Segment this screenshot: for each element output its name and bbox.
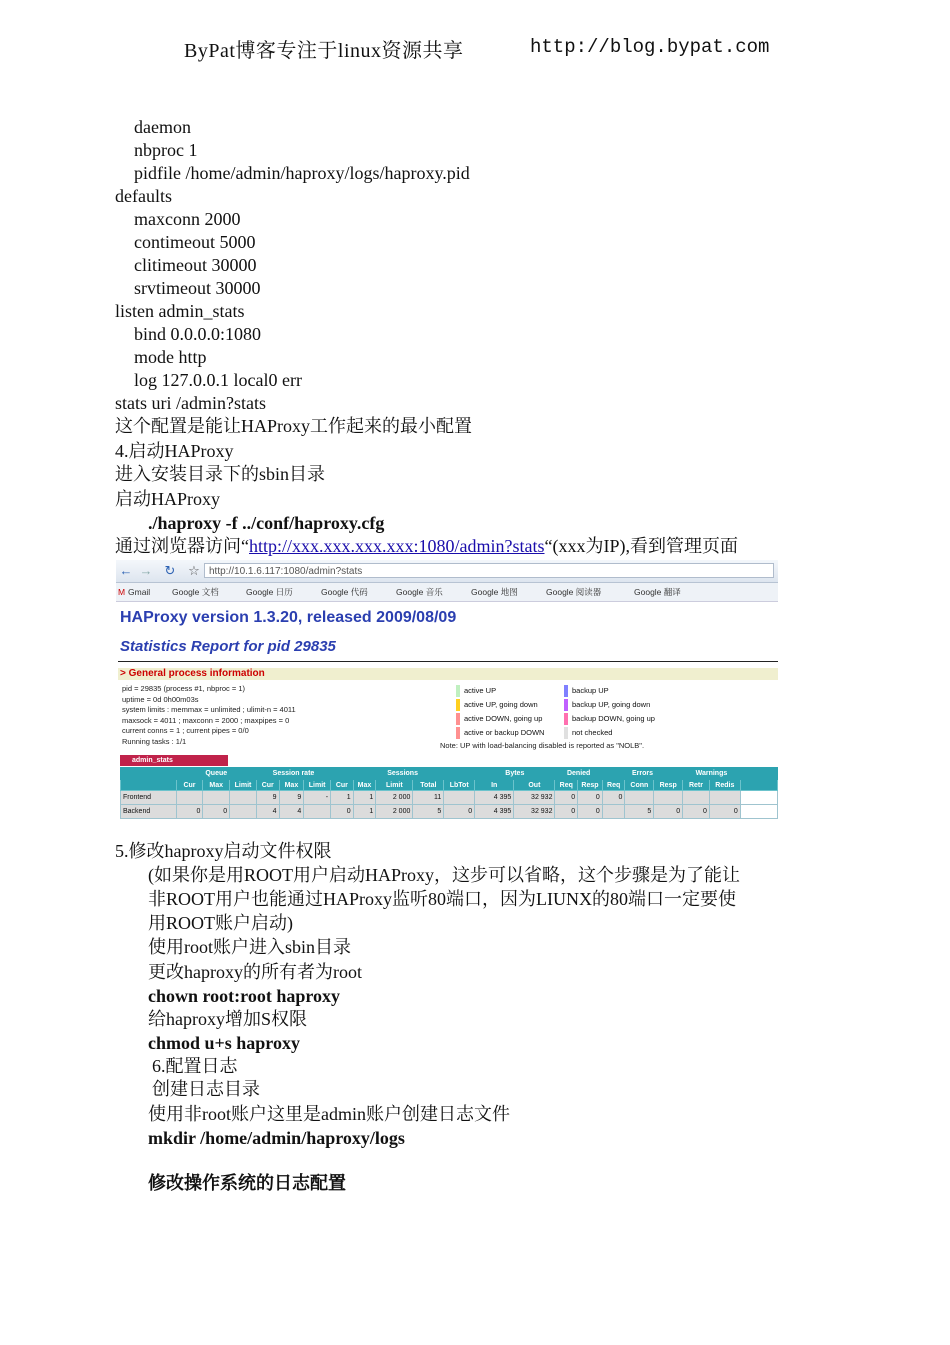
column-header: Total — [413, 780, 444, 791]
config-line: listen admin_stats — [115, 301, 245, 321]
proxy-name-tab: admin_stats — [120, 755, 228, 766]
table-cell — [444, 791, 475, 805]
table-cell: 32 932 — [514, 805, 555, 819]
table-cell — [176, 791, 203, 805]
table-cell — [304, 805, 331, 819]
column-header — [740, 780, 777, 791]
table-cell: 0 — [331, 805, 354, 819]
config-line: pidfile /home/admin/haproxy/logs/haproxy.pid — [134, 163, 470, 183]
config-line: clitimeout 30000 — [134, 255, 257, 275]
bookmark-item[interactable]: Google 地图 — [471, 587, 518, 597]
paragraph: 用ROOT账户启动) — [148, 913, 293, 933]
group-header: Queue — [176, 768, 256, 780]
table-cell: 9 — [279, 791, 304, 805]
column-header: Limit — [304, 780, 331, 791]
info-line: uptime = 0d 0h00m03s — [122, 694, 199, 704]
table-cell: - — [304, 791, 331, 805]
table-cell: 4 — [256, 805, 279, 819]
stats-table — [120, 767, 778, 819]
table-cell: 0 — [683, 805, 710, 819]
paragraph: 非ROOT用户也能通过HAProxy监听80端口，因为LIUNX的80端口一定要使 — [148, 889, 736, 909]
table-cell — [740, 791, 777, 805]
blog-url[interactable]: http://blog.bypat.com — [530, 36, 770, 58]
command: chown root:root haproxy — [148, 986, 341, 1006]
column-header: Redis — [709, 780, 740, 791]
column-header: Max — [279, 780, 304, 791]
table-cell: 0 — [578, 791, 603, 805]
stats-screenshot — [116, 560, 778, 826]
config-line: daemon — [134, 117, 191, 137]
group-header: Warnings — [683, 768, 741, 780]
info-line: system limits : memmax = unlimited ; ulimit-n = 4011 — [122, 705, 296, 715]
table-row — [121, 805, 778, 819]
paragraph: 使用非root账户这里是admin账户创建日志文件 — [148, 1104, 510, 1124]
legend-item: backup DOWN, going up — [564, 712, 655, 726]
table-cell: 0 — [444, 805, 475, 819]
group-header: Denied — [555, 768, 602, 780]
group-header: Bytes — [475, 768, 555, 780]
gmail-icon: M — [118, 587, 126, 597]
paragraph: 使用root账户进入sbin目录 — [148, 937, 352, 957]
config-line: defaults — [115, 186, 172, 206]
legend-swatch — [456, 685, 460, 697]
legend-item: backup UP, going down — [564, 698, 655, 712]
table-cell: 1 — [353, 791, 376, 805]
stats-subtitle: Statistics Report for pid 29835 — [120, 638, 336, 655]
legend-swatch — [564, 713, 568, 725]
section-heading: 4.启动HAProxy — [115, 441, 234, 461]
legend-item: not checked — [564, 726, 655, 740]
column-header: LbTot — [444, 780, 475, 791]
table-cell: 0 — [555, 805, 578, 819]
table-cell: 32 932 — [514, 791, 555, 805]
paragraph: 这个配置是能让HAProxy工作起来的最小配置 — [115, 416, 473, 436]
column-header — [121, 780, 177, 791]
paragraph — [115, 535, 738, 557]
table-cell: 4 395 — [475, 791, 514, 805]
table-cell — [230, 805, 257, 819]
column-header: Cur — [256, 780, 279, 791]
legend-swatch — [564, 699, 568, 711]
table-cell — [602, 805, 625, 819]
table-cell: 0 — [203, 805, 230, 819]
config-line: stats uri /admin?stats — [115, 393, 266, 413]
paragraph: 启动HAProxy — [115, 489, 221, 509]
config-line: srvtimeout 30000 — [134, 278, 261, 298]
table-column-header — [121, 780, 778, 791]
paragraph: 给haproxy增加S权限 — [148, 1009, 307, 1029]
bookmark-item[interactable]: Google 文档 — [172, 587, 219, 597]
legend-column — [564, 684, 655, 740]
paragraph: 创建日志目录 — [152, 1079, 260, 1099]
bookmark-item[interactable]: Google 阅读器 — [546, 587, 602, 597]
column-header: Conn — [625, 780, 654, 791]
table-cell: 1 — [353, 805, 376, 819]
info-line: Running tasks : 1/1 — [122, 736, 187, 746]
table-cell: 9 — [256, 791, 279, 805]
browser-text-pre: 通过浏览器访问“ — [115, 536, 249, 556]
column-header: Cur — [176, 780, 203, 791]
table-cell — [654, 791, 683, 805]
address-bar[interactable]: http://10.1.6.117:1080/admin?stats — [204, 563, 774, 578]
table-cell: 0 — [709, 805, 740, 819]
command: mkdir /home/admin/haproxy/logs — [148, 1128, 405, 1148]
haproxy-title: HAProxy version 1.3.20, released 2009/08/09 — [120, 609, 457, 626]
column-header: Max — [203, 780, 230, 791]
bookmark-item[interactable]: Gmail — [128, 587, 151, 597]
command: chmod u+s haproxy — [148, 1033, 300, 1053]
legend-swatch — [456, 727, 460, 739]
page-header — [0, 34, 950, 64]
column-header: Resp — [654, 780, 683, 791]
table-cell: 0 — [654, 805, 683, 819]
table-cell: 0 — [602, 791, 625, 805]
section-header: > General process information — [118, 668, 778, 680]
legend-column — [456, 684, 544, 740]
legend-item: active UP — [456, 684, 544, 698]
table-cell: 2 000 — [376, 791, 413, 805]
paragraph-heading: 修改操作系统的日志配置 — [148, 1173, 346, 1193]
process-info — [122, 684, 296, 748]
bookmark-item[interactable]: Google 音乐 — [396, 587, 443, 597]
paragraph: (如果你是用ROOT用户启动HAProxy，这步可以省略，这个步骤是为了能让 — [148, 865, 740, 885]
legend-item: backup UP — [564, 684, 655, 698]
table-cell — [230, 791, 257, 805]
paragraph: 更改haproxy的所有者为root — [148, 962, 362, 982]
section-heading: 6.配置日志 — [152, 1056, 238, 1076]
config-line: maxconn 2000 — [134, 209, 241, 229]
legend-swatch — [564, 727, 568, 739]
table-cell — [625, 791, 654, 805]
star-icon[interactable]: ☆ — [188, 563, 200, 578]
table-cell — [740, 805, 777, 819]
config-line: bind 0.0.0.0:1080 — [134, 324, 262, 344]
divider — [118, 661, 778, 662]
table-cell: 0 — [176, 805, 203, 819]
legend-item: active UP, going down — [456, 698, 544, 712]
table-cell: 2 000 — [376, 805, 413, 819]
legend-swatch — [456, 699, 460, 711]
paragraph: 进入安装目录下的sbin目录 — [115, 464, 326, 484]
legend-item: active DOWN, going up — [456, 712, 544, 726]
column-header: Limit — [230, 780, 257, 791]
forward-icon[interactable]: → — [139, 563, 153, 578]
column-header: Max — [353, 780, 376, 791]
reload-icon[interactable]: ↻ — [164, 563, 176, 578]
table-cell: 0 — [578, 805, 603, 819]
table-cell — [203, 791, 230, 805]
back-icon[interactable]: ← — [119, 563, 133, 578]
column-header: Limit — [376, 780, 413, 791]
table-cell: 5 — [625, 805, 654, 819]
table-row — [121, 791, 778, 805]
legend-swatch — [564, 685, 568, 697]
table-cell — [709, 791, 740, 805]
legend-swatch — [456, 713, 460, 725]
table-cell: 0 — [555, 791, 578, 805]
column-header: Retr — [683, 780, 710, 791]
browser-toolbar — [116, 560, 778, 583]
group-header: Session rate — [256, 768, 330, 780]
nolb-note: Note: UP with load-balancing disabled is reported as "NOLB". — [440, 741, 645, 750]
bookmarks-bar — [116, 583, 778, 602]
stats-link[interactable]: http://xxx.xxx.xxx.xxx:1080/admin?stats — [249, 536, 545, 556]
config-line: nbproc 1 — [134, 140, 198, 160]
column-header: Req — [602, 780, 625, 791]
bookmark-item[interactable]: Google 日历 — [246, 587, 293, 597]
browser-text-post: “(xxx为IP),看到管理页面 — [544, 536, 738, 556]
group-header: Sessions — [331, 768, 475, 780]
command: ./haproxy -f ../conf/haproxy.cfg — [148, 513, 385, 533]
config-line: mode http — [134, 347, 207, 367]
row-name: Frontend — [121, 791, 177, 805]
row-name: Backend — [121, 805, 177, 819]
table-cell: 11 — [413, 791, 444, 805]
table-cell — [683, 791, 710, 805]
group-header: Errors — [602, 768, 682, 780]
bookmark-item[interactable]: Google 翻译 — [634, 587, 681, 597]
column-header: Cur — [331, 780, 354, 791]
table-group-header — [121, 768, 778, 780]
blog-name: ByPat博客专注于linux资源共享 — [184, 40, 464, 62]
config-line: log 127.0.0.1 local0 err — [134, 370, 302, 390]
column-header: Req — [555, 780, 578, 791]
table-cell: 5 — [413, 805, 444, 819]
bookmark-item[interactable]: Google 代码 — [321, 587, 368, 597]
info-line: pid = 29835 (process #1, nbproc = 1) — [122, 684, 245, 693]
info-line: current conns = 1 ; current pipes = 0/0 — [122, 726, 249, 736]
column-header: Out — [514, 780, 555, 791]
legend-item: active or backup DOWN — [456, 726, 544, 740]
table-cell: 4 395 — [475, 805, 514, 819]
config-line: contimeout 5000 — [134, 232, 256, 252]
table-cell: 1 — [331, 791, 354, 805]
column-header: Resp — [578, 780, 603, 791]
section-heading: 5.修改haproxy启动文件权限 — [115, 841, 332, 861]
column-header: In — [475, 780, 514, 791]
table-cell: 4 — [279, 805, 304, 819]
info-line: maxsock = 4011 ; maxconn = 2000 ; maxpipes = 0 — [122, 715, 290, 725]
